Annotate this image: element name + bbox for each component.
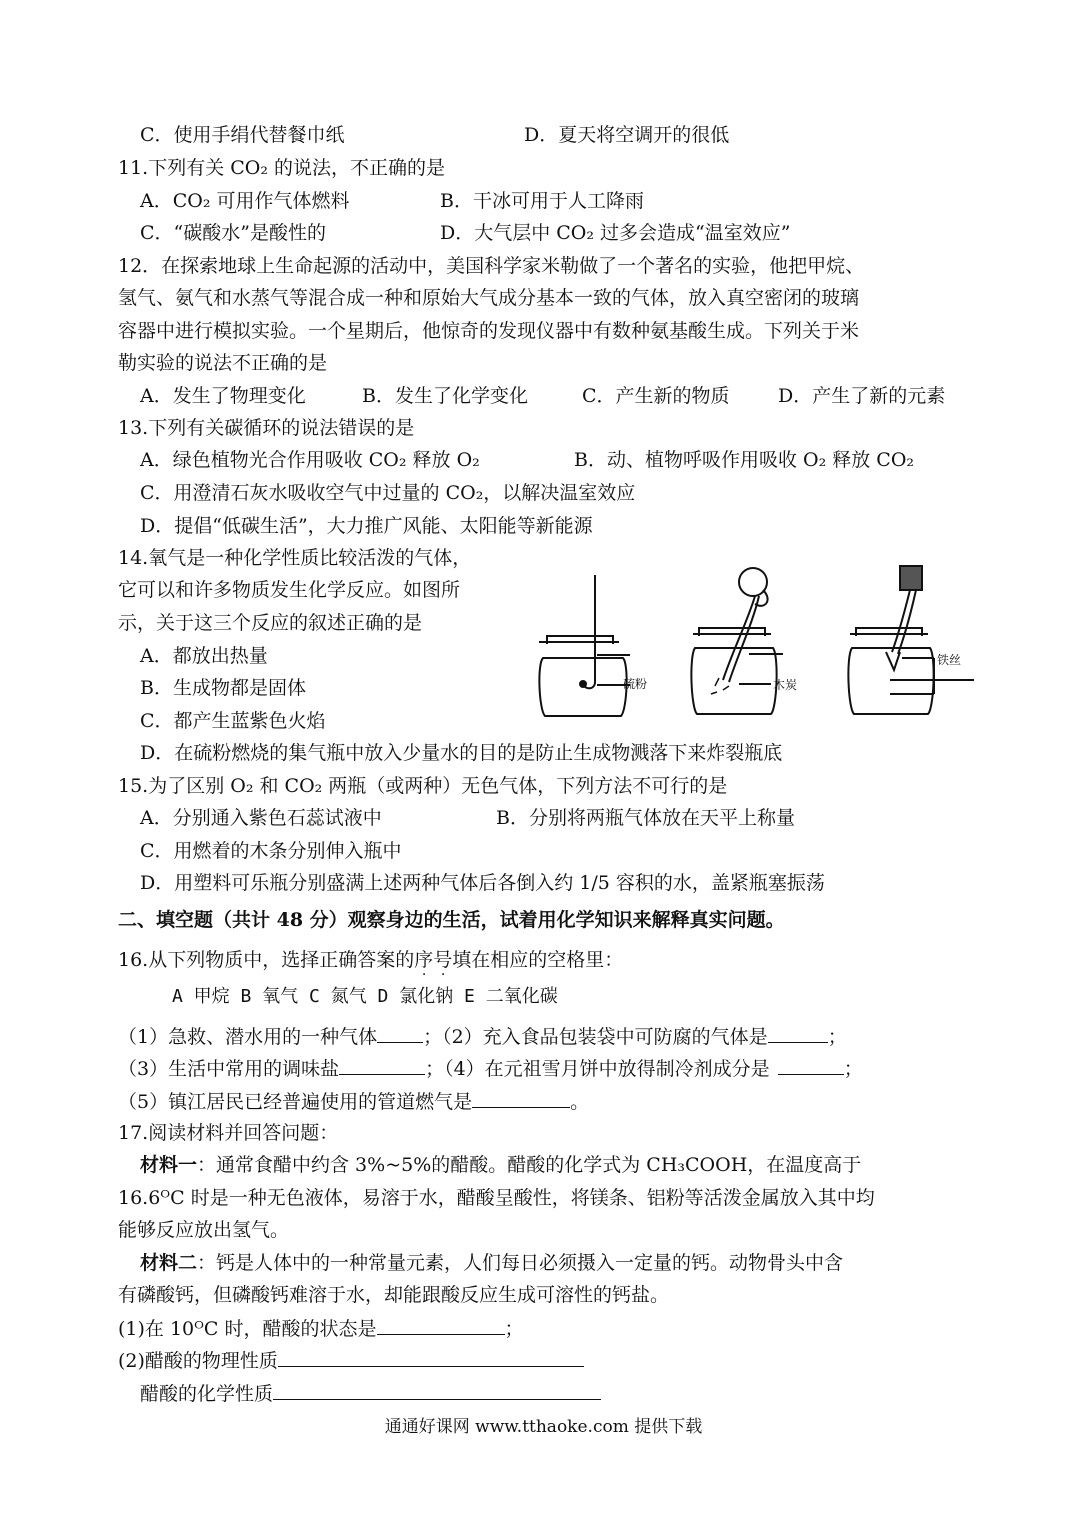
q13-option-d: D．提倡“低碳生活”，大力推广风能、太阳能等新能源 xyxy=(140,515,593,537)
q16-3-text: （3）生活中常用的调味盐 xyxy=(118,1058,340,1080)
q14-option-c: C．都产生蓝紫色火焰 xyxy=(140,710,326,732)
q15-option-a: A．分别通入紫色石蕊试液中 xyxy=(140,807,382,829)
q16-stem-post: 填在相应的空格里： xyxy=(452,949,624,971)
q16-1-text: （1）急救、潜水用的一种气体 xyxy=(118,1026,378,1048)
q12-option-c: C．产生新的物质 xyxy=(582,385,730,407)
q15-option-b: B．分别将两瓶气体放在天平上称量 xyxy=(496,807,795,829)
q14-option-a: A．都放出热量 xyxy=(140,645,268,667)
jar-sulfur xyxy=(539,575,630,716)
q15-option-d: D．用塑料可乐瓶分别盛满上述两种气体后各倒入约 1/5 容积的水，盖紧瓶塞振荡 xyxy=(140,872,825,894)
label-iron-wire: 铁丝 xyxy=(937,653,962,667)
q16-stem-dot1: 序 xyxy=(414,949,434,971)
material-1-line-1 xyxy=(140,1153,861,1177)
q13-option-b: B．动、植物呼吸作用吸收 O₂ 释放 CO₂ xyxy=(574,449,915,471)
q14-stem-1: 14.氧气是一种化学性质比较活泼的气体， xyxy=(118,547,472,569)
q14-option-b: B．生成物都是固体 xyxy=(140,677,306,699)
q14-stem-3: 示，关于这三个反应的叙述正确的是 xyxy=(118,612,423,634)
q17-1-text: (1)在 10ᴼC 时，醋酸的状态是 xyxy=(118,1318,377,1340)
q12-option-d: D．产生了新的元素 xyxy=(778,385,946,407)
q16-row1-end: ； xyxy=(827,1026,847,1048)
q16-blank-5[interactable] xyxy=(472,1089,570,1108)
q17-stem: 17.阅读材料并回答问题： xyxy=(118,1122,339,1144)
q16-options: A 甲烷 B 氧气 C 氮气 D 氯化钠 E 二氧化碳 xyxy=(172,986,558,1007)
q16-blank-1[interactable] xyxy=(377,1024,423,1043)
q15-stem: 15.为了区别 O₂ 和 CO₂ 两瓶（或两种）无色气体，下列方法不可行的是 xyxy=(118,775,728,797)
material-2-line-1 xyxy=(140,1251,843,1275)
combustion-jars-figure xyxy=(535,560,985,725)
q12-stem-1: 12．在探索地球上生命起源的活动中，美国科学家米勒做了一个著名的实验，他把甲烷、 xyxy=(118,255,865,277)
q16-5-text: （5）镇江居民已经普遍使用的管道燃气是 xyxy=(118,1091,473,1113)
q13-option-c: C．用澄清石灰水吸收空气中过量的 CO₂，以解决温室效应 xyxy=(140,482,636,504)
q17-part-2 xyxy=(118,1348,584,1373)
label-sulfur: 硫粉 xyxy=(623,677,648,691)
material-2-label: 材料二 xyxy=(140,1252,198,1274)
q17-blank-2[interactable] xyxy=(278,1348,584,1367)
q13-stem: 13.下列有关碳循环的说法错误的是 xyxy=(118,417,415,439)
q11-option-a: A．CO₂ 可用作气体燃料 xyxy=(140,190,350,212)
material-2-text-1: ：钙是人体中的一种常量元素，人们每日必须摄入一定量的钙。动物骨头中含 xyxy=(197,1252,844,1274)
q12-stem-2: 氢气、氨气和水蒸气等混合成一种和原始大气成分基本一致的气体，放入真空密闭的玻璃 xyxy=(118,287,860,309)
q16-blank-4[interactable] xyxy=(778,1056,844,1075)
material-2-line-2: 有磷酸钙，但磷酸钙难溶于水，却能跟酸反应生成可溶性的钙盐。 xyxy=(118,1284,670,1306)
q10-option-c: C．使用手绢代替餐巾纸 xyxy=(140,124,345,146)
q12-stem-3: 容器中进行模拟实验。一个星期后，他惊奇的发现仪器中有数种氨基酸生成。下列关于米 xyxy=(118,320,860,342)
jar-charcoal xyxy=(691,568,783,714)
q17-2-text: (2)醋酸的物理性质 xyxy=(118,1350,278,1372)
q17-blank-3[interactable] xyxy=(273,1381,601,1400)
q13-option-a: A．绿色植物光合作用吸收 CO₂ 释放 O₂ xyxy=(140,449,480,471)
section-2-heading: 二、填空题（共计 48 分）观察身边的生活，试着用化学知识来解释真实问题。 xyxy=(118,909,785,931)
material-1-line-3: 能够反应放出氢气。 xyxy=(118,1219,290,1241)
q16-stem xyxy=(118,948,623,972)
q17-1-end: ； xyxy=(504,1318,524,1340)
material-1-text-1: ：通常食醋中约含 3%~5%的醋酸。醋酸的化学式为 CH₃COOH，在温度高于 xyxy=(197,1154,862,1176)
q16-2-text: ；（2）充入食品包装袋中可防腐的气体是 xyxy=(423,1026,768,1048)
q14-stem-2: 它可以和许多物质发生化学反应。如图所 xyxy=(118,579,461,601)
q14-option-d: D．在硫粉燃烧的集气瓶中放入少量水的目的是防止生成物溅落下来炸裂瓶底 xyxy=(140,742,783,764)
q11-option-b: B．干冰可用于人工降雨 xyxy=(440,190,644,212)
q17-blank-1[interactable] xyxy=(377,1316,505,1335)
q16-stem-pre: 16.从下列物质中，选择正确答案的 xyxy=(118,949,415,971)
q12-option-b: B．发生了化学变化 xyxy=(362,385,528,407)
q16-row3-end: 。 xyxy=(570,1091,590,1113)
q10-option-d: D．夏天将空调开的很低 xyxy=(524,124,730,146)
q16-row2-end: ； xyxy=(843,1058,863,1080)
material-1-label: 材料一 xyxy=(140,1154,198,1176)
q12-stem-4: 勒实验的说法不正确的是 xyxy=(118,352,328,374)
q17-3-text: 醋酸的化学性质 xyxy=(140,1383,274,1405)
q16-row-2 xyxy=(118,1056,863,1081)
page-footer: 通通好课网 www.tthaoke.com 提供下载 xyxy=(384,1417,703,1437)
q16-stem-dot2: 号 xyxy=(433,949,453,971)
q11-option-d: D．大气层中 CO₂ 过多会造成“温室效应” xyxy=(440,222,791,244)
q16-4-text: ；（4）在元祖雪月饼中放得制冷剂成分是 xyxy=(425,1058,770,1080)
q15-option-c: C．用燃着的木条分别伸入瓶中 xyxy=(140,840,402,862)
q11-stem: 11.下列有关 CO₂ 的说法，不正确的是 xyxy=(118,157,446,179)
q16-row-3 xyxy=(118,1089,589,1114)
jar-iron-wire xyxy=(848,566,974,714)
label-charcoal: 木炭 xyxy=(773,678,798,692)
q12-option-a: A．发生了物理变化 xyxy=(140,385,306,407)
q17-part-1 xyxy=(118,1316,524,1341)
q11-option-c: C．“碳酸水”是酸性的 xyxy=(140,222,326,244)
material-1-line-2: 16.6ᴼC 时是一种无色液体，易溶于水，醋酸呈酸性，将镁条、铝粉等活泼金属放入其中均 xyxy=(118,1187,875,1209)
q16-blank-3[interactable] xyxy=(339,1056,425,1075)
q16-blank-2[interactable] xyxy=(768,1024,828,1043)
q16-row-1 xyxy=(118,1024,847,1049)
q17-part-3 xyxy=(140,1381,601,1406)
